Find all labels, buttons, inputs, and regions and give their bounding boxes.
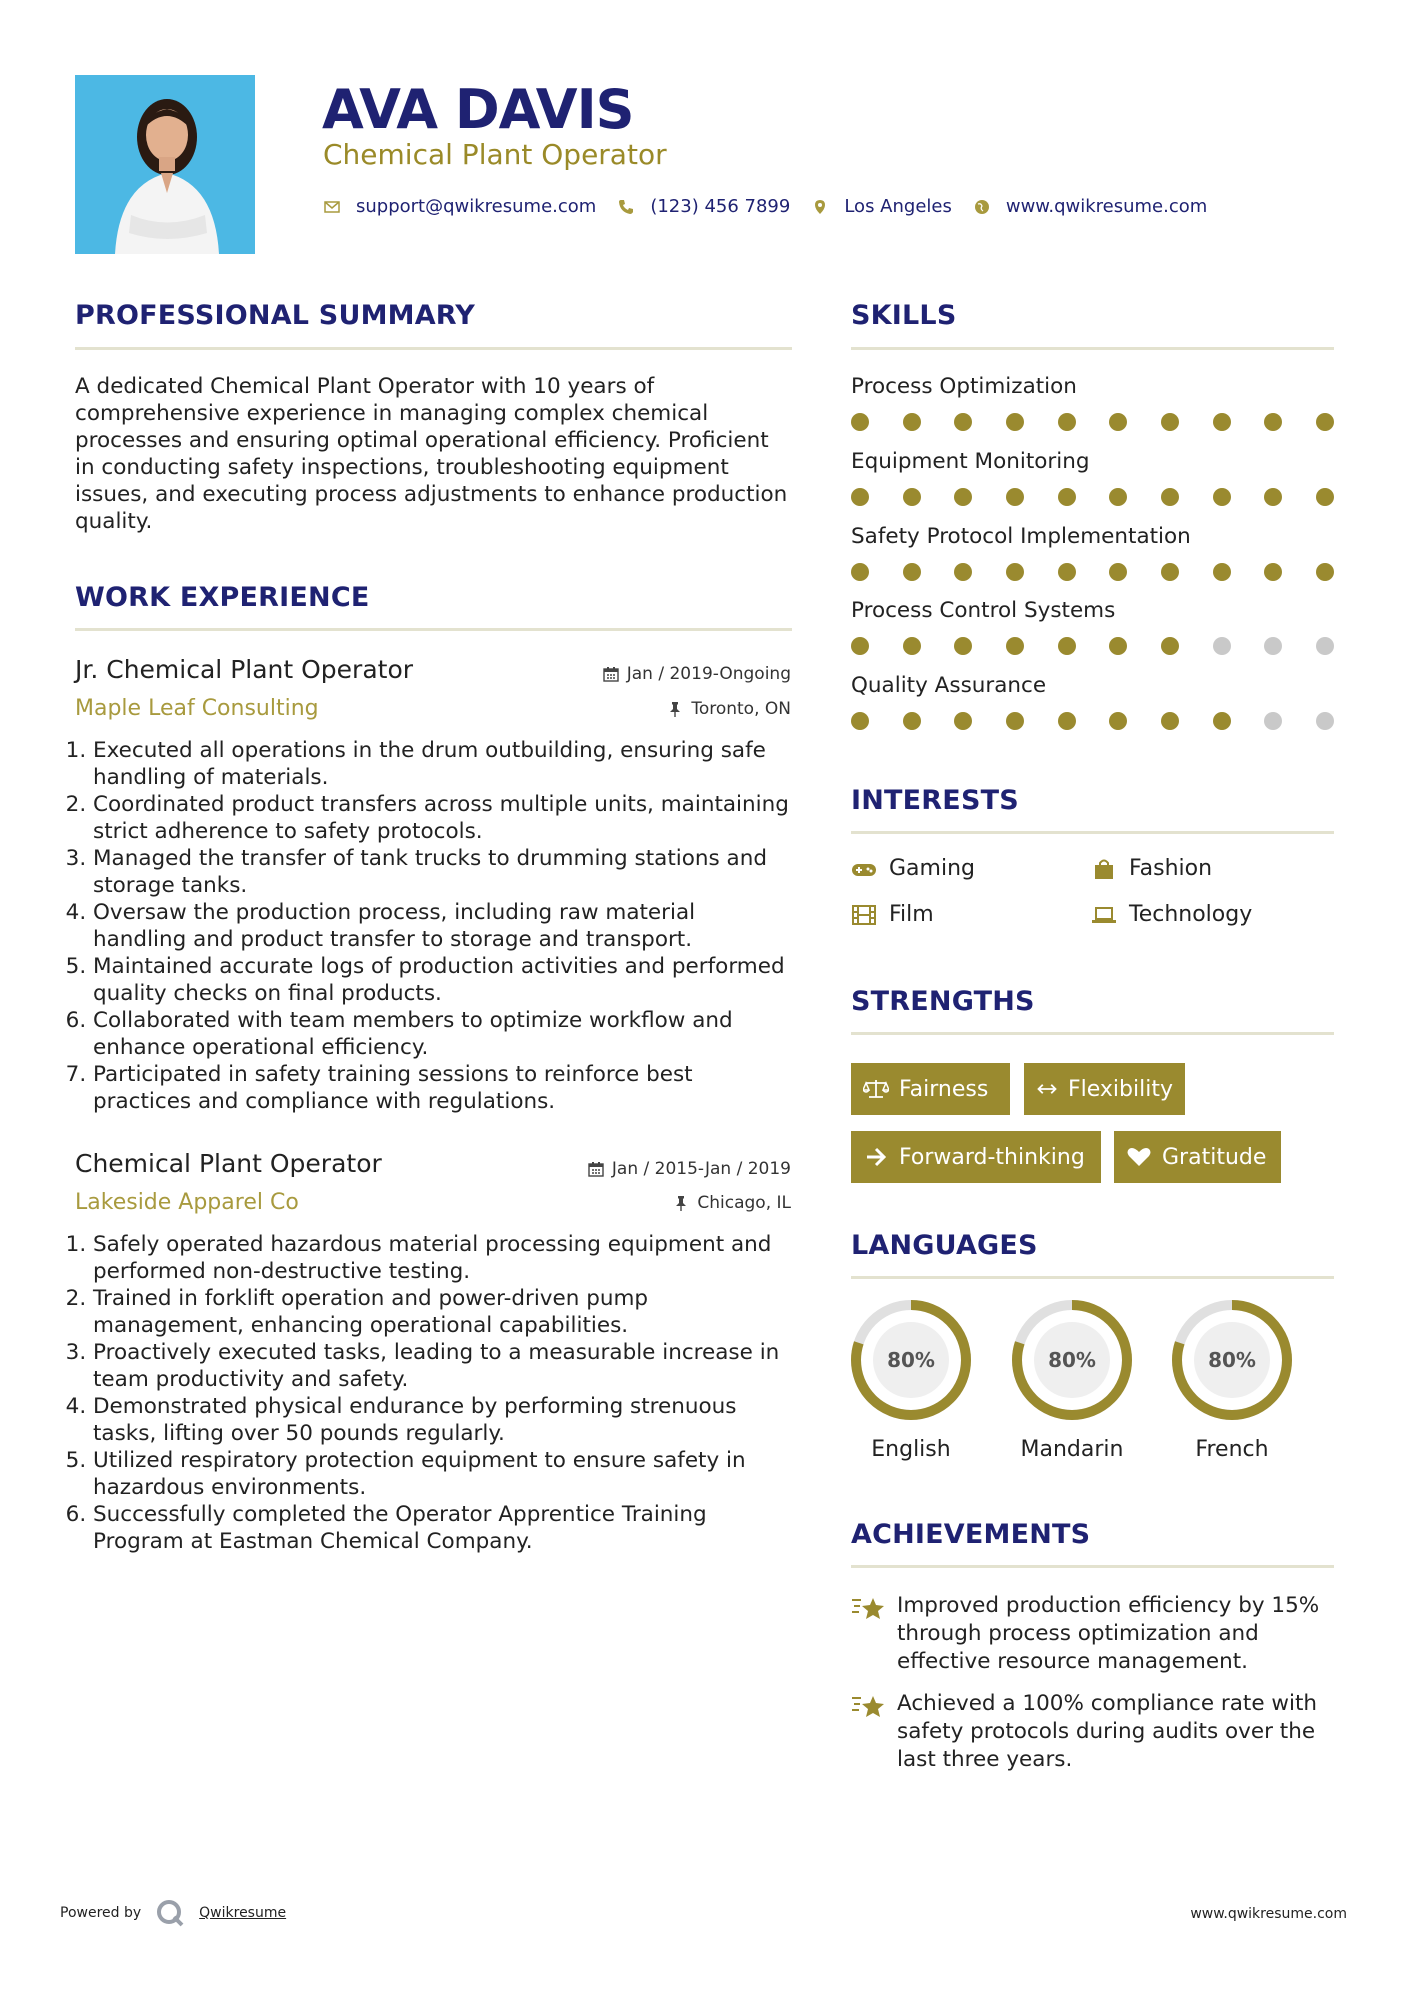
job-company: Maple Leaf Consulting xyxy=(75,696,319,721)
skill-label: Equipment Monitoring xyxy=(851,449,1090,474)
skill-dot-filled xyxy=(954,563,972,581)
brand-link[interactable]: Qwikresume xyxy=(199,1905,287,1921)
list-item: 6. Collaborated with team members to optimize workflow and enhance operational efficiency. xyxy=(93,1007,795,1061)
skill-rating xyxy=(851,413,1334,433)
interest-label: Technology xyxy=(1129,902,1253,927)
pushpin-icon xyxy=(667,701,683,717)
interest-item xyxy=(1091,902,1252,927)
list-item: 2. Coordinated product transfers across multiple units, maintaining strict adherence to safety protocols. xyxy=(93,791,795,845)
job-location xyxy=(673,1193,791,1213)
skill-label: Quality Assurance xyxy=(851,673,1047,698)
contact-bar xyxy=(322,196,1227,217)
heart-icon xyxy=(1126,1146,1152,1168)
summary-heading: PROFESSIONAL SUMMARY xyxy=(75,300,476,331)
powered-by-label: Powered by xyxy=(60,1905,142,1921)
arrow-right-icon xyxy=(863,1146,889,1168)
skill-dot-filled xyxy=(1161,637,1179,655)
laptop-icon xyxy=(1091,904,1117,926)
skill-rating xyxy=(851,563,1334,583)
job-date xyxy=(588,1159,791,1179)
skill-dot-empty xyxy=(1264,712,1282,730)
interest-label: Fashion xyxy=(1129,856,1213,881)
interest-item xyxy=(851,856,975,881)
film-icon xyxy=(851,904,877,926)
map-marker-icon xyxy=(810,197,830,217)
skill-dot-filled xyxy=(1109,488,1127,506)
skill-dot-empty xyxy=(1213,637,1231,655)
skill-dot-filled xyxy=(1058,488,1076,506)
list-item: 4. Oversaw the production process, including raw material handling and product transfer to storage and transport. xyxy=(93,899,795,953)
strength-tag xyxy=(851,1131,1101,1183)
strength-tag xyxy=(1114,1131,1281,1183)
achievement-text: Achieved a 100% compliance rate with safety protocols during audits over the last three years. xyxy=(897,1691,1318,1772)
skill-dot-filled xyxy=(1058,563,1076,581)
skill-dot-filled xyxy=(1316,413,1334,431)
skill-dot-empty xyxy=(1316,637,1334,655)
skill-dot-filled xyxy=(1109,637,1127,655)
skill-dot-filled xyxy=(903,563,921,581)
skill-rating xyxy=(851,712,1334,732)
globe-icon xyxy=(972,197,992,217)
job-responsibilities xyxy=(75,1231,795,1555)
language-ring xyxy=(1170,1298,1294,1422)
skill-dot-filled xyxy=(851,413,869,431)
skill-dot-filled xyxy=(903,488,921,506)
job-date-text: Jan / 2015-Jan / 2019 xyxy=(611,1159,791,1179)
languages-divider xyxy=(851,1276,1334,1279)
summary-divider xyxy=(75,347,792,350)
achievement-item xyxy=(851,1592,1341,1676)
skill-dot-filled xyxy=(1161,563,1179,581)
skill-dot-filled xyxy=(851,637,869,655)
job-location-text: Chicago, IL xyxy=(697,1193,791,1213)
contact-phone-text: (123) 456 7899 xyxy=(650,196,791,217)
job-responsibilities xyxy=(75,737,795,1115)
contact-website-text: www.qwikresume.com xyxy=(1005,196,1208,217)
person-illustration xyxy=(75,75,255,254)
skill-dot-filled xyxy=(1264,413,1282,431)
strength-label: Gratitude xyxy=(1162,1144,1267,1170)
job-title: Chemical Plant Operator xyxy=(75,1149,382,1178)
contact-phone[interactable] xyxy=(616,196,790,217)
list-item: 4. Demonstrated physical endurance by performing strenuous tasks, lifting over 50 pounds regularly. xyxy=(93,1393,795,1447)
qwikresume-logo-icon xyxy=(155,1898,185,1928)
skill-dot-filled xyxy=(903,712,921,730)
footer-powered-by xyxy=(60,1898,286,1928)
achievement-text: Improved production efficiency by 15% through process optimization and effective resource management. xyxy=(897,1593,1320,1674)
language-gauge xyxy=(849,1298,973,1426)
achievement-item xyxy=(851,1690,1341,1774)
skill-label: Safety Protocol Implementation xyxy=(851,524,1191,549)
skill-dot-filled xyxy=(1161,488,1179,506)
achievements-divider xyxy=(851,1565,1334,1568)
arrows-horizontal-icon xyxy=(1036,1078,1058,1100)
strength-label: Fairness xyxy=(899,1076,989,1102)
calendar-icon xyxy=(603,666,619,682)
skill-dot-filled xyxy=(1006,712,1024,730)
skill-dot-filled xyxy=(1213,488,1231,506)
skill-rating xyxy=(851,488,1334,508)
strength-tag xyxy=(1024,1063,1185,1115)
language-ring xyxy=(849,1298,973,1422)
candidate-role: Chemical Plant Operator xyxy=(323,138,667,171)
skill-dot-filled xyxy=(1213,563,1231,581)
list-item: 2. Trained in forklift operation and power-driven pump management, enhancing operational capabilities. xyxy=(93,1285,795,1339)
skills-heading: SKILLS xyxy=(851,300,957,331)
language-name: English xyxy=(871,1437,951,1462)
list-item: 3. Proactively executed tasks, leading to a measurable increase in team productivity and safety. xyxy=(93,1339,795,1393)
list-item: 1. Executed all operations in the drum outbuilding, ensuring safe handling of materials. xyxy=(93,737,795,791)
skill-dot-filled xyxy=(1109,413,1127,431)
interest-item xyxy=(851,902,934,927)
skill-dot-filled xyxy=(1109,563,1127,581)
envelope-icon xyxy=(322,197,342,217)
skill-dot-filled xyxy=(1058,413,1076,431)
list-item: 7. Participated in safety training sessions to reinforce best practices and compliance with regulations. xyxy=(93,1061,795,1115)
job-company: Lakeside Apparel Co xyxy=(75,1190,299,1215)
skill-dot-filled xyxy=(1006,637,1024,655)
list-item: 3. Managed the transfer of tank trucks to drumming stations and storage tanks. xyxy=(93,845,795,899)
skill-dot-filled xyxy=(1213,712,1231,730)
skill-label: Process Control Systems xyxy=(851,598,1116,623)
pushpin-icon xyxy=(673,1195,689,1211)
job-date xyxy=(603,664,791,684)
skill-dot-filled xyxy=(1264,563,1282,581)
skill-dot-filled xyxy=(1006,413,1024,431)
job-title: Jr. Chemical Plant Operator xyxy=(75,655,414,684)
interest-item xyxy=(1091,856,1212,881)
skill-dot-filled xyxy=(954,712,972,730)
skill-dot-filled xyxy=(1161,413,1179,431)
language-gauge xyxy=(1010,1298,1134,1426)
achievements-heading: ACHIEVEMENTS xyxy=(851,1519,1091,1550)
skill-dot-filled xyxy=(1264,488,1282,506)
skill-dot-filled xyxy=(1058,712,1076,730)
skill-dot-empty xyxy=(1264,637,1282,655)
skill-dot-filled xyxy=(1058,637,1076,655)
skill-dot-filled xyxy=(851,488,869,506)
interests-divider xyxy=(851,831,1334,834)
strengths-heading: STRENGTHS xyxy=(851,986,1035,1017)
job-location xyxy=(667,699,791,719)
footer-website[interactable]: www.qwikresume.com xyxy=(1190,1906,1347,1922)
skill-dot-filled xyxy=(903,637,921,655)
skill-dot-filled xyxy=(903,413,921,431)
interests-heading: INTERESTS xyxy=(851,785,1019,816)
skill-rating xyxy=(851,637,1334,657)
language-percent: 80% xyxy=(1208,1348,1256,1372)
job-date-text: Jan / 2019-Ongoing xyxy=(626,664,791,684)
list-item: 6. Successfully completed the Operator Apprentice Training Program at Eastman Chemical Company. xyxy=(93,1501,795,1555)
skills-divider xyxy=(851,347,1334,350)
language-name: French xyxy=(1195,1437,1269,1462)
skill-dot-filled xyxy=(851,712,869,730)
contact-email-text: support@qwikresume.com xyxy=(356,196,597,217)
shooting-star-icon xyxy=(851,1592,885,1626)
calendar-icon xyxy=(588,1161,604,1177)
strength-tag xyxy=(851,1063,1010,1115)
skill-dot-empty xyxy=(1316,712,1334,730)
languages-heading: LANGUAGES xyxy=(851,1230,1038,1261)
contact-website[interactable] xyxy=(972,196,1207,217)
shopping-bag-icon xyxy=(1091,858,1117,880)
skill-dot-filled xyxy=(954,637,972,655)
skill-dot-filled xyxy=(1006,488,1024,506)
strengths-divider xyxy=(851,1032,1334,1035)
contact-location-text: Los Angeles xyxy=(844,196,952,217)
skill-dot-filled xyxy=(1213,413,1231,431)
interest-label: Gaming xyxy=(889,856,975,881)
language-ring xyxy=(1010,1298,1134,1422)
skill-dot-filled xyxy=(851,563,869,581)
experience-heading: WORK EXPERIENCE xyxy=(75,582,370,613)
job-location-text: Toronto, ON xyxy=(691,699,791,719)
list-item: 5. Maintained accurate logs of production activities and performed quality checks on final products. xyxy=(93,953,795,1007)
gamepad-icon xyxy=(851,858,877,880)
experience-divider xyxy=(75,628,792,631)
skill-dot-filled xyxy=(954,488,972,506)
shooting-star-icon xyxy=(851,1690,885,1724)
strength-label: Flexibility xyxy=(1068,1076,1173,1102)
phone-icon xyxy=(616,197,636,217)
language-gauge xyxy=(1170,1298,1294,1426)
contact-location xyxy=(810,196,952,217)
candidate-name: AVA DAVIS xyxy=(322,78,634,141)
skill-dot-filled xyxy=(1109,712,1127,730)
language-name: Mandarin xyxy=(1020,1437,1124,1462)
list-item: 5. Utilized respiratory protection equipment to ensure safety in hazardous environments. xyxy=(93,1447,795,1501)
skill-dot-filled xyxy=(1316,488,1334,506)
list-item: 1. Safely operated hazardous material processing equipment and performed non-destructive testing. xyxy=(93,1231,795,1285)
skill-dot-filled xyxy=(1006,563,1024,581)
language-percent: 80% xyxy=(1048,1348,1096,1372)
summary-text: A dedicated Chemical Plant Operator with 10 years of comprehensive experience in managing complex chemical processes and ensuring optimal operational efficiency. Proficient in conducting safety inspections, troubleshooting equipment issues, and executing process adjustments to enhance production quality. xyxy=(75,374,788,534)
strength-label: Forward-thinking xyxy=(899,1144,1085,1170)
skill-dot-filled xyxy=(954,413,972,431)
profile-photo xyxy=(75,75,255,254)
balance-scale-icon xyxy=(863,1078,889,1100)
interest-label: Film xyxy=(889,902,934,927)
contact-email[interactable] xyxy=(322,196,596,217)
skill-dot-filled xyxy=(1316,563,1334,581)
skill-label: Process Optimization xyxy=(851,374,1077,399)
language-percent: 80% xyxy=(887,1348,935,1372)
skill-dot-filled xyxy=(1161,712,1179,730)
